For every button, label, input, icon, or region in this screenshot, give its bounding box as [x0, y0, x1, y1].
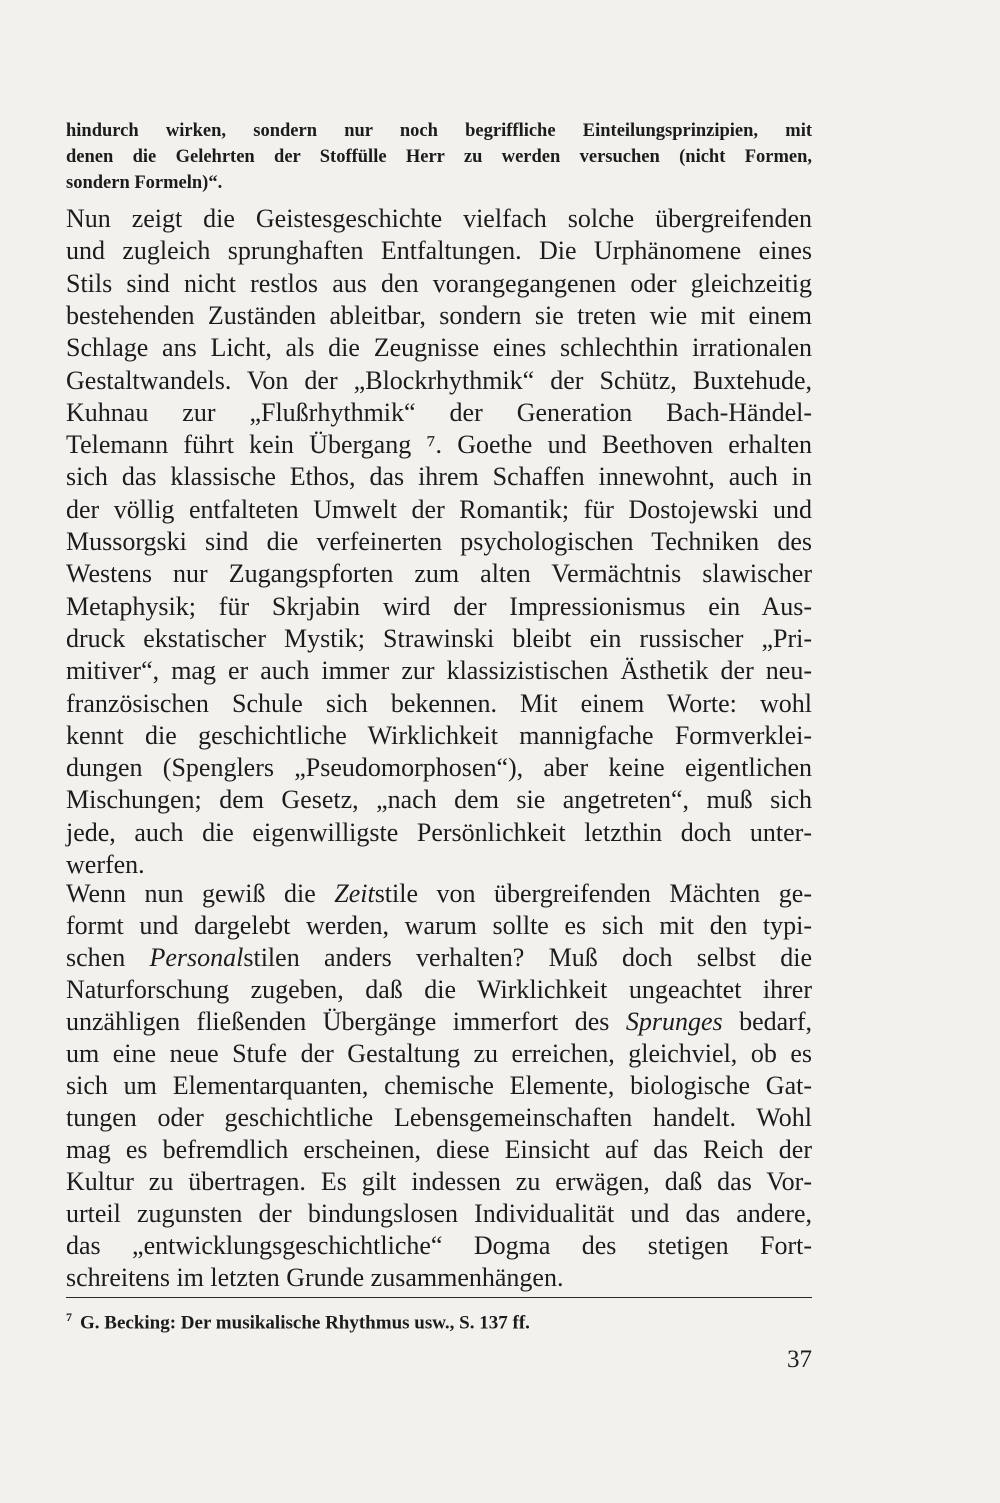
text-line [66, 1102, 812, 1134]
quote-line: sondern Formeln)“. [66, 173, 223, 193]
text-line: sich das klassische Ethos, das ihrem Schaffen innewohnt, auch in [66, 462, 812, 492]
text-line: Stils sind nicht restlos aus den vorangegangenen oder gleichzeitig [66, 268, 812, 298]
text-segment: stile von übergreifenden Mächten ge‑ [374, 879, 812, 908]
emphasized-text: Sprunges [625, 1007, 723, 1036]
emphasized-text: Personal [149, 943, 244, 972]
page-number: 37 [787, 1346, 812, 1373]
text-line: bestehenden Zuständen ableitbar, sondern sie treten wie mit einem [66, 300, 812, 330]
text-line: mitiver“, mag er auch immer zur klassizistischen Ästhetik der neu‑ [66, 656, 812, 686]
text-segment: das „entwicklungsgeschichtliche“ Dogma des stetigen Fort‑ [66, 1231, 812, 1260]
text-line [66, 1006, 812, 1038]
text-line [66, 942, 812, 974]
text-line [66, 974, 812, 1006]
text-line: Telemann führt kein Übergang ⁷. Goethe und Beethoven erhalten [66, 430, 812, 460]
emphasized-text: Zeit [334, 879, 375, 908]
text-line: Kuhnau zur „Flußrhythmik“ der Generation Bach‑Händel‑ [66, 397, 812, 427]
text-line [66, 1038, 812, 1070]
text-line [66, 878, 812, 910]
text-line: druck ekstatischer Mystik; Strawinski bleibt ein russischer „Pri‑ [66, 623, 812, 653]
text-line: kennt die geschichtliche Wirklichkeit mannigfache Formverklei‑ [66, 720, 812, 750]
text-line: französischen Schule sich bekennen. Mit einem Worte: wohl [66, 688, 812, 718]
text-segment: schen [66, 943, 150, 972]
text-line: Schlage ans Licht, als die Zeugnisse eines schlechthin irrationalen [66, 333, 812, 363]
text-segment: bedarf, [722, 1007, 812, 1036]
text-line: werfen. [66, 850, 145, 879]
text-line: Westens nur Zugangspforten zum alten Vermächtnis slawischer [66, 559, 812, 589]
footnote-marker: 7 [66, 1310, 72, 1324]
text-line: der völlig entfalteten Umwelt der Romantik; für Dostojewski und [66, 494, 812, 524]
text-segment: Wenn nun gewiß die [66, 879, 335, 908]
text-segment: schreitens im letzten Grunde zusammenhängen. [66, 1263, 564, 1292]
text-line [66, 1230, 812, 1262]
text-segment: mag es befremdlich erscheinen, diese Einsicht auf das Reich der [66, 1135, 812, 1164]
text-line: Mussorgski sind die verfeinerten psychologischen Techniken des [66, 527, 812, 556]
text-line [66, 1262, 812, 1294]
text-segment: um eine neue Stufe der Gestaltung zu erreichen, gleichviel, ob es [66, 1039, 812, 1068]
text-line [66, 1166, 812, 1198]
text-segment: urteil zugunsten der bindungslosen Individualität und das andere, [66, 1199, 812, 1228]
text-segment: Kultur zu übertragen. Es gilt indessen zu erwägen, daß das Vor‑ [66, 1167, 812, 1196]
text-line: Gestaltwandels. Von der „Blockrhythmik“ der Schütz, Buxtehude, [66, 365, 812, 395]
footnote-rule [66, 1297, 812, 1298]
text-line [66, 1070, 812, 1102]
text-segment: Naturforschung zugeben, daß die Wirklichkeit ungeachtet ihrer [66, 975, 812, 1004]
text-segment: sich um Elementarquanten, chemische Elemente, biologische Gat‑ [66, 1071, 812, 1100]
text-line: Mischungen; dem Gesetz, „nach dem sie angetreten“, muß sich [66, 785, 812, 815]
quote-line: hindurch wirken, sondern nur noch begriffliche Einteilungsprinzipien, mit [66, 121, 812, 141]
book-page [66, 0, 812, 1503]
text-line: und zugleich sprunghaften Entfaltungen. Die Urphänomene eines [66, 236, 812, 266]
text-line [66, 1134, 812, 1166]
footnote [66, 1304, 812, 1336]
text-line [66, 1198, 812, 1230]
text-segment: stilen anders verhalten? Muß doch selbst die [243, 943, 812, 972]
text-segment: tungen oder geschichtliche Lebensgemeinschaften handelt. Wohl [66, 1103, 812, 1132]
text-line: Nun zeigt die Geistesgeschichte vielfach solche übergreifenden [66, 204, 812, 233]
footnote-text: G. Becking: Der musikalische Rhythmus usw., S. 137 ff. [80, 1312, 530, 1334]
text-line [66, 910, 812, 942]
text-line: Metaphysik; für Skrjabin wird der Impressionismus ein Aus‑ [66, 591, 812, 621]
quote-line: denen die Gelehrten der Stoffülle Herr zu werden versuchen (nicht Formen, [66, 147, 812, 167]
text-line: dungen (Spenglers „Pseudomorphosen“), aber keine eigentlichen [66, 753, 812, 783]
text-segment: formt und dargelebt werden, warum sollte es sich mit den typi‑ [66, 911, 812, 940]
text-line: jede, auch die eigenwilligste Persönlichkeit letzthin doch unter‑ [66, 817, 812, 847]
text-segment: unzähligen fließenden Übergänge immerfort des [66, 1007, 626, 1036]
